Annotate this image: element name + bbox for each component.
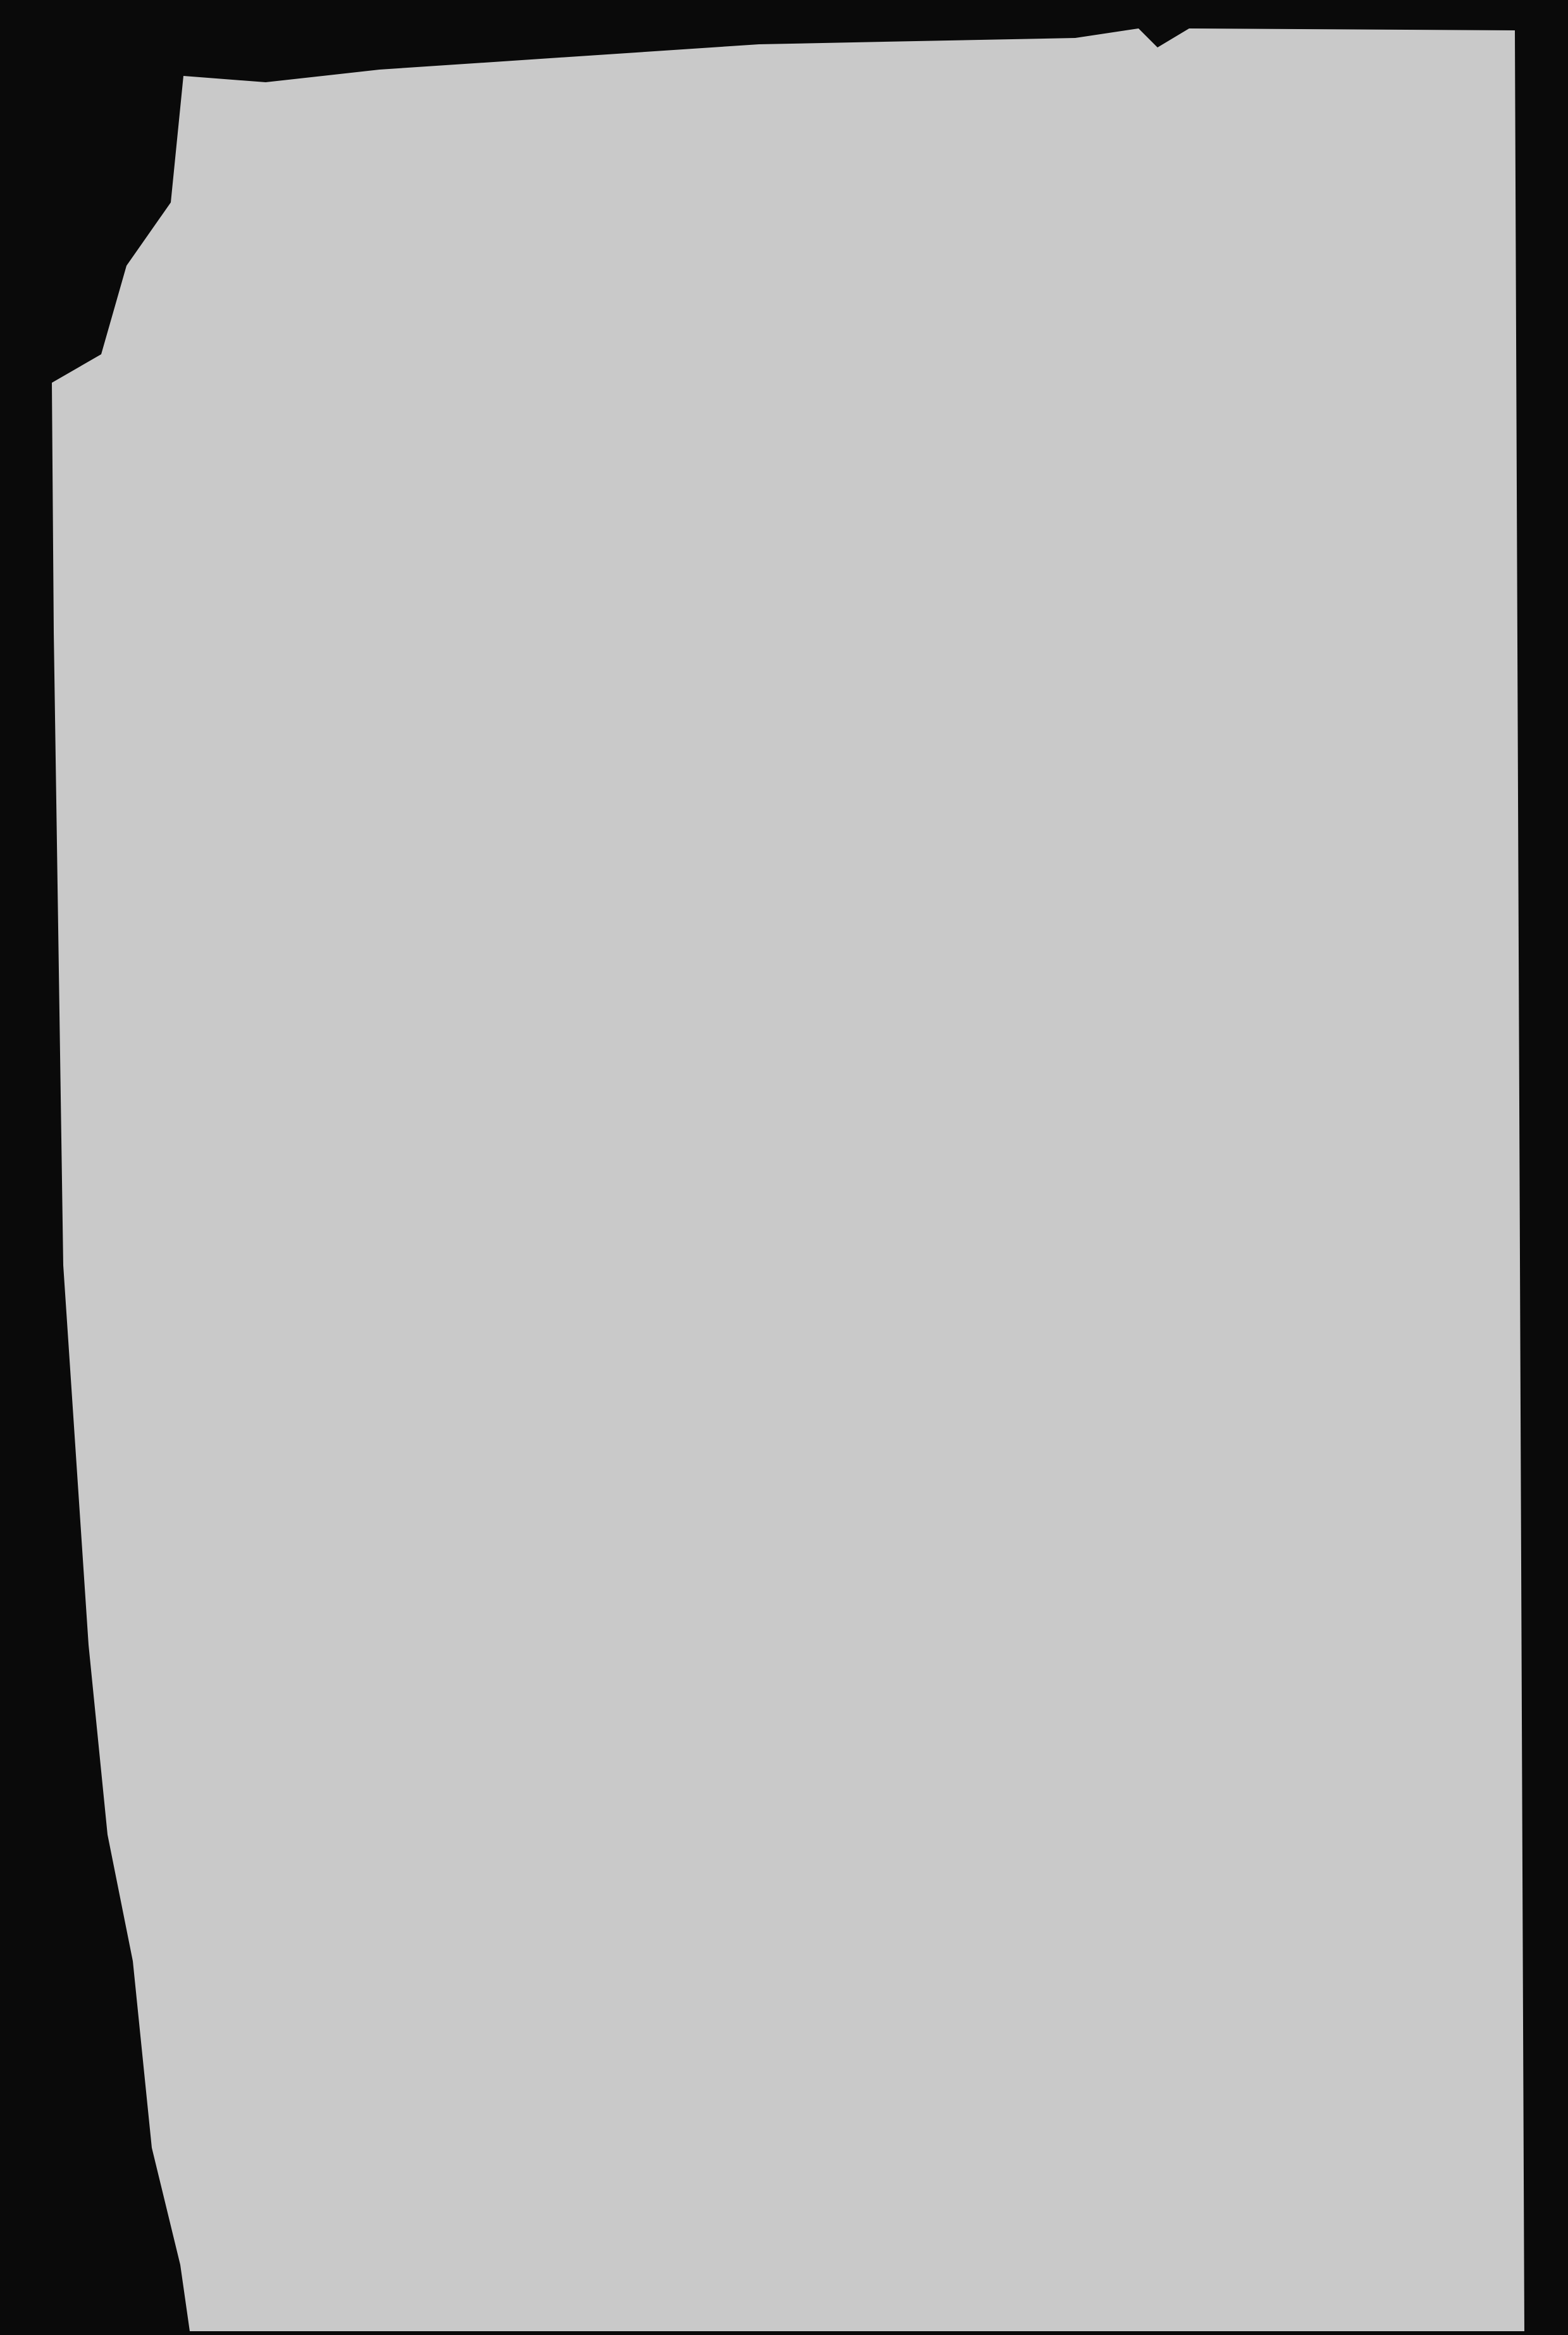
paper-sheet [52, 28, 1524, 2331]
